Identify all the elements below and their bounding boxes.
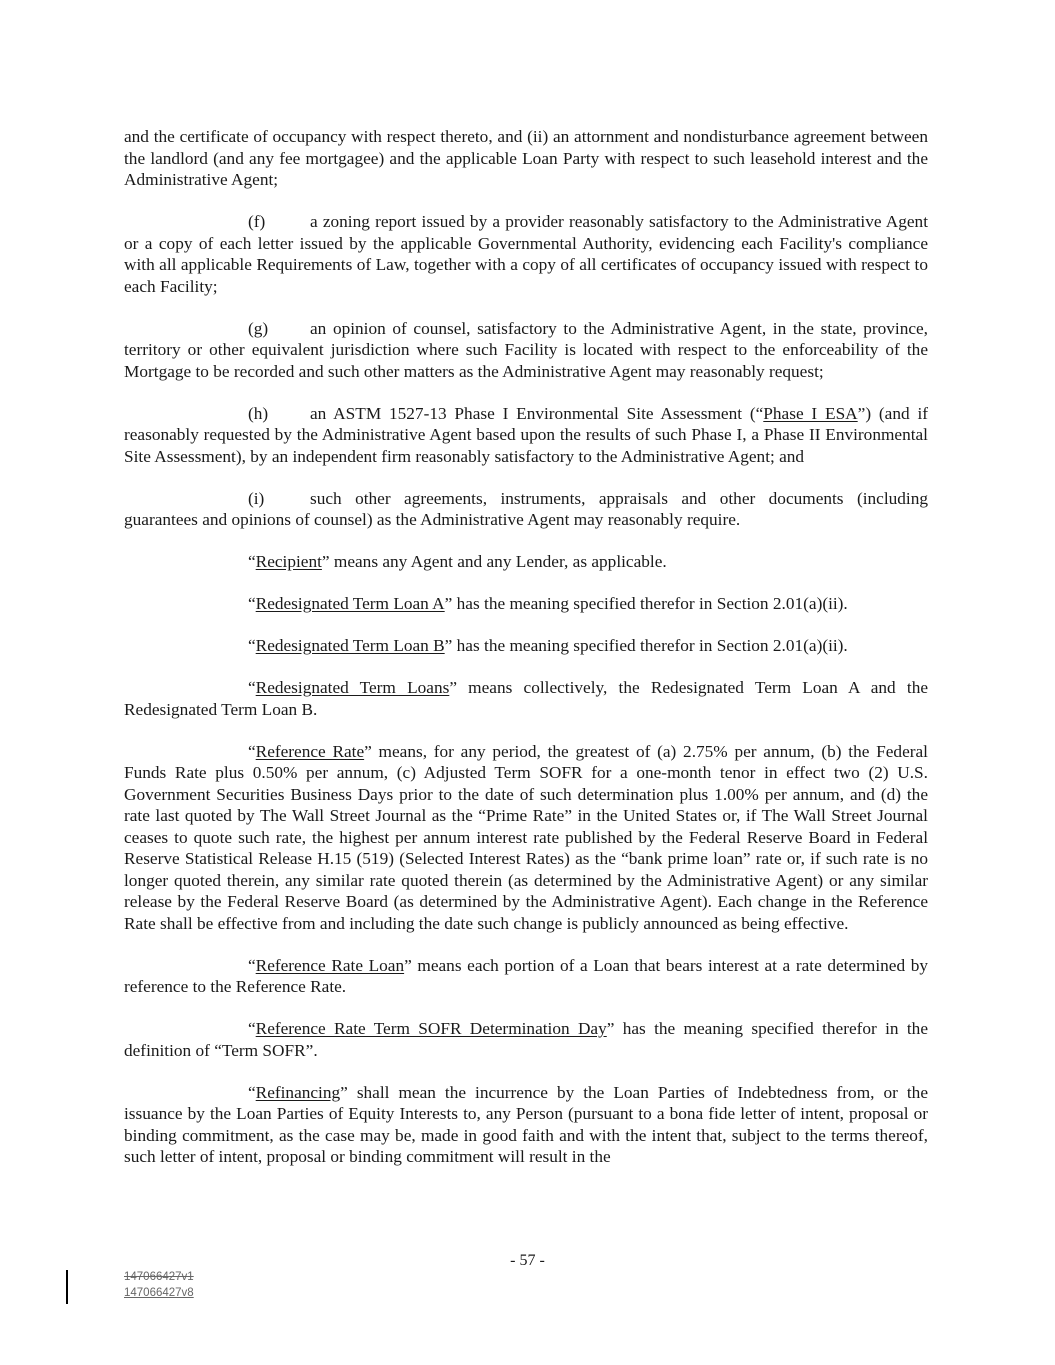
clause-text: an opinion of counsel, satisfactory to the Administrative Agent, in the state, province, territory or other equivalent jurisdiction where such Facility is located with respect to the enforceability of the Mortgage to be recorded and such other matters as the Administrative Agent may reasonably request; <box>124 318 928 381</box>
clause-label: (h) <box>248 403 269 423</box>
definition-reference-rate <box>124 741 928 935</box>
open-quote: “ <box>248 955 256 975</box>
definition-reference-rate-term-sofr-determination-day <box>124 1018 928 1061</box>
open-quote: “ <box>248 636 256 655</box>
revision-bar <box>66 1270 68 1304</box>
open-quote: “ <box>248 594 256 613</box>
clause-text-after: ”) (and if reasonably requested by the Administrative Agent based upon the results of such Phase I, a Phase II Environmental Site Assessment), by an independent firm reasonably satisfactory to the Administrative Agent; and <box>124 403 929 466</box>
open-quote: “ <box>248 1019 256 1038</box>
clause-h <box>124 403 928 468</box>
paragraph-continuation <box>124 126 928 191</box>
clause-label: (f) <box>248 212 266 231</box>
clause-text-before: an ASTM 1527-13 Phase I Environmental Site Assessment (“ <box>310 403 764 423</box>
clause-text: such other agreements, instruments, appraisals and other documents (including guarantees and opinions of counsel) as the Administrative Agent may reasonably require. <box>124 488 928 529</box>
defined-term: Redesignated Term Loan B <box>255 636 445 655</box>
document-body <box>124 126 928 1188</box>
definition-text: ” has the meaning specified therefor in the definition of “Term SOFR”. <box>124 1019 928 1060</box>
open-quote: “ <box>248 678 256 697</box>
clause-text: a zoning report issued by a provider reasonably satisfactory to the Administrative Agent or a copy of each letter issued by the applicable Governmental Authority, evidencing each Facility's compliance with all applicable Requirements of Law, together with a copy of all certificates of occupancy issued with respect to each Facility; <box>124 212 928 296</box>
defined-term: Redesignated Term Loans <box>255 678 450 697</box>
clause-g <box>124 318 928 383</box>
clause-f <box>124 211 928 297</box>
clause-label: (i) <box>248 488 265 508</box>
defined-term: Reference Rate <box>255 741 365 761</box>
definition-recipient <box>124 551 928 573</box>
defined-term: Refinancing <box>255 1082 341 1102</box>
defined-term: Redesignated Term Loan A <box>255 594 445 613</box>
open-quote: “ <box>248 552 256 571</box>
defined-term: Reference Rate Term SOFR Determination Day <box>255 1019 607 1038</box>
paragraph-text: and the certificate of occupancy with respect thereto, and (ii) an attornment and nondisturbance agreement between the landlord (and any fee mortgagee) and the applicable Loan Party with respect to such leasehold interest and the Administrative Agent; <box>124 127 928 189</box>
doc-id-inserted: 147066427v8 <box>124 1287 194 1299</box>
definition-refinancing <box>124 1082 928 1168</box>
definition-redesignated-term-loan-a <box>124 593 928 615</box>
open-quote: “ <box>248 1082 256 1102</box>
definition-text: ” means collectively, the Redesignated Term Loan A and the Redesignated Term Loan B. <box>124 678 929 719</box>
definition-text: ” means, for any period, the greatest of (a) 2.75% per annum, (b) the Federal Funds Rate plus 0.50% per annum, (c) Adjusted Term SOFR for a one-month tenor in effect two (2) U.S. Government Securities Business Days prior to the date of such determination plus 1.00% per annum, and (d) the rate last quoted by The Wall Street Journal as the “Prime Rate” in the United States or, if The Wall Street Journal ceases to quote such rate, the highest per annum interest rate published by the Federal Reserve Board in Federal Reserve Statistical Release H.15 (519) (Selected Interest Rates) as the “bank prime loan” rate or, if such rate is no longer quoted therein, any similar rate quoted therein (as determined by the Administrative Agent) or any similar release by the Federal Reserve Board (as determined by the Administrative Agent). Each change in the Reference Rate shall be effective from and including the date such change is publicly announced as being effective. <box>124 741 928 933</box>
doc-id-deleted: 147066427v1 <box>124 1271 194 1283</box>
definition-redesignated-term-loans <box>124 677 928 720</box>
clause-i <box>124 488 928 531</box>
definition-text: ” shall mean the incurrence by the Loan Parties of Indebtedness from, or the issuance by the Loan Parties of Equity Interests to, any Person (pursuant to a bona fide letter of intent, proposal or binding commitment, as the case may be, made in good faith and with the intent that, subject to the terms thereof, such letter of intent, proposal or binding commitment will result in the <box>124 1082 928 1166</box>
page-number: - 57 - <box>510 1252 545 1269</box>
definition-text: ” has the meaning specified therefor in Section 2.01(a)(ii). <box>444 636 848 655</box>
clause-label: (g) <box>248 318 269 338</box>
defined-term: Phase I ESA <box>763 403 858 423</box>
definition-redesignated-term-loan-b <box>124 635 928 657</box>
defined-term: Reference Rate Loan <box>255 955 405 975</box>
definition-text: ” means each portion of a Loan that bears interest at a rate determined by reference to the Reference Rate. <box>124 955 928 996</box>
open-quote: “ <box>248 741 256 761</box>
defined-term: Recipient <box>255 552 322 571</box>
definition-reference-rate-loan <box>124 955 928 998</box>
definition-text: ” means any Agent and any Lender, as applicable. <box>321 552 667 571</box>
definition-text: ” has the meaning specified therefor in Section 2.01(a)(ii). <box>444 594 848 613</box>
